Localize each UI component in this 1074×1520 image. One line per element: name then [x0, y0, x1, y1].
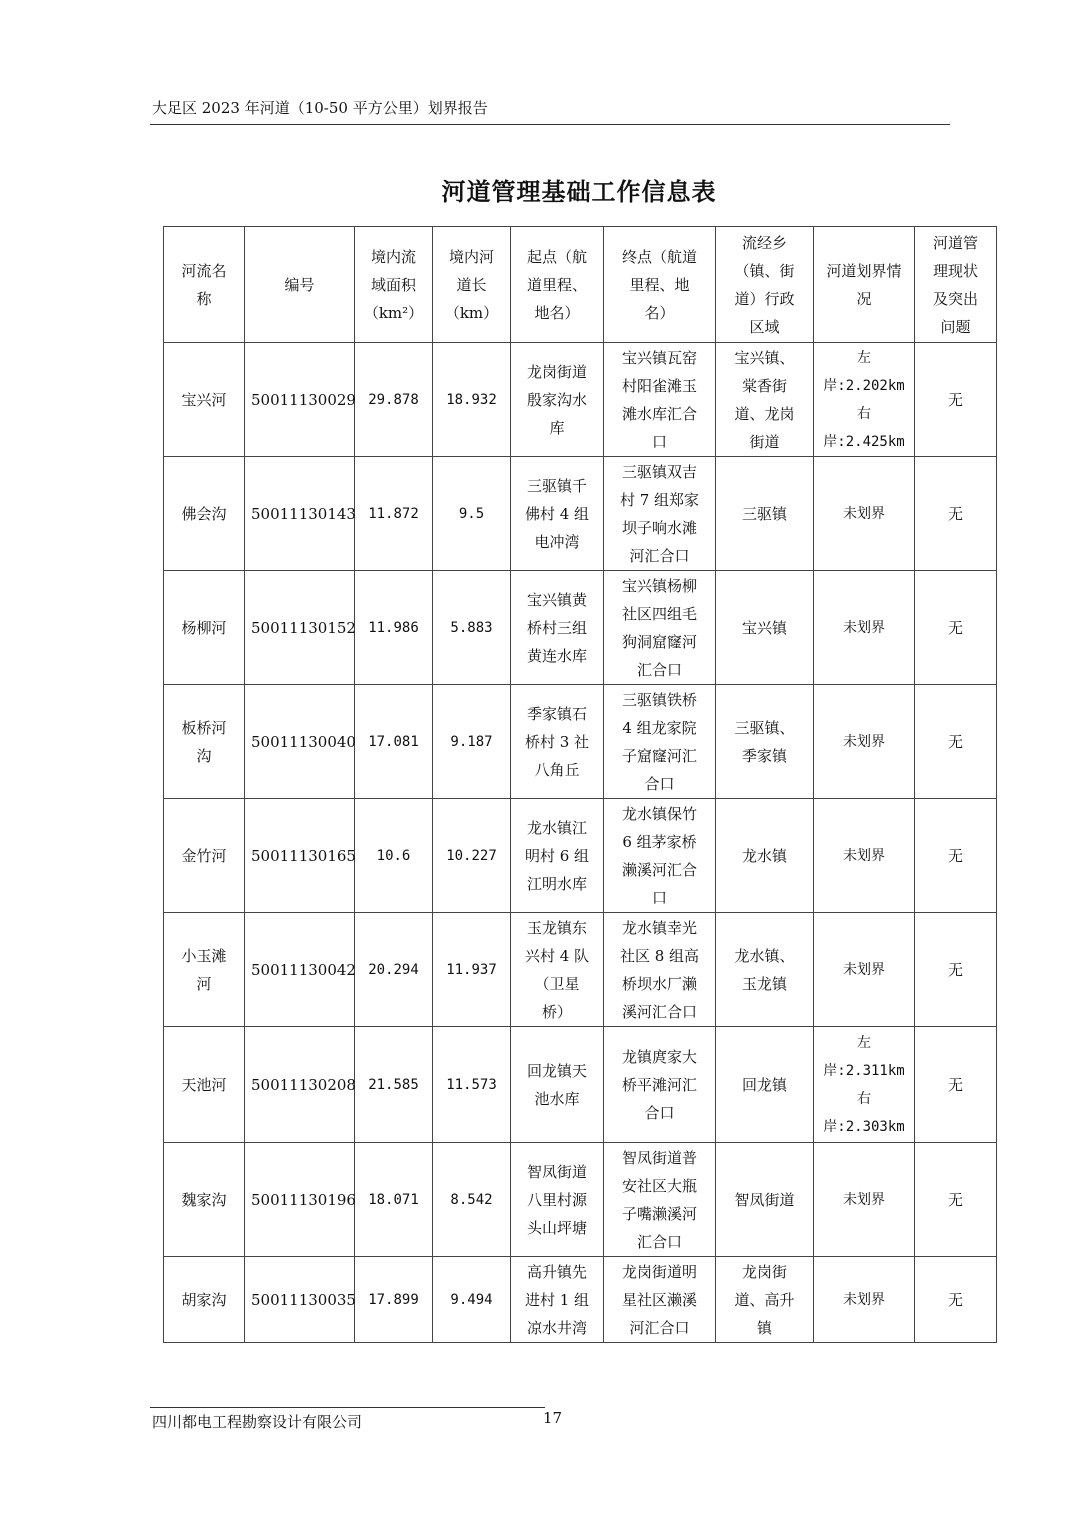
table-cell: 未划界	[814, 457, 915, 571]
table-cell: 未划界	[814, 685, 915, 799]
table-row	[164, 685, 997, 799]
table-cell: 无	[915, 457, 997, 571]
table-cell: 29.878	[355, 343, 433, 457]
table-cell: 50011130029	[245, 343, 355, 457]
table-header-row	[164, 227, 997, 343]
column-header: 编号	[245, 227, 355, 343]
table-cell: 未划界	[814, 799, 915, 913]
table-cell: 无	[915, 913, 997, 1027]
table-cell: 8.542	[433, 1143, 511, 1257]
table-cell: 9.5	[433, 457, 511, 571]
table-cell: 无	[915, 1257, 997, 1343]
table-title: 河道管理基础工作信息表	[441, 177, 717, 206]
table-cell: 杨柳河	[164, 571, 245, 685]
table-cell: 龙水镇江 明村 6 组 江明水库	[511, 799, 604, 913]
table-cell: 50011130042	[245, 913, 355, 1027]
table-cell: 玉龙镇东 兴村 4 队 （卫星 桥）	[511, 913, 604, 1027]
table-cell: 未划界	[814, 1257, 915, 1343]
table-cell: 龙水镇、 玉龙镇	[716, 913, 814, 1027]
table-cell: 18.932	[433, 343, 511, 457]
table-cell: 50011130035	[245, 1257, 355, 1343]
table-row	[164, 1027, 997, 1143]
table-cell: 龙岗街道明 星社区濑溪 河汇合口	[604, 1257, 716, 1343]
table-cell: 左 岸:2.311km 右 岸:2.303km	[814, 1027, 915, 1143]
table-cell: 宝兴河	[164, 343, 245, 457]
table-row	[164, 571, 997, 685]
table-cell: 5.883	[433, 571, 511, 685]
column-header: 起点（航 道里程、 地名）	[511, 227, 604, 343]
table-cell: 龙水镇保竹 6 组茅家桥 濑溪河汇合 口	[604, 799, 716, 913]
table-cell: 未划界	[814, 1143, 915, 1257]
table-cell: 20.294	[355, 913, 433, 1027]
table-cell: 17.899	[355, 1257, 433, 1343]
running-header: 大足区 2023 年河道（10-50 平方公里）划界报告	[152, 99, 488, 117]
table-cell: 11.872	[355, 457, 433, 571]
table-cell: 季家镇石 桥村 3 社 八角丘	[511, 685, 604, 799]
river-info-table	[163, 226, 997, 1343]
table-cell: 龙水镇	[716, 799, 814, 913]
column-header: 终点（航道 里程、地 名）	[604, 227, 716, 343]
column-header: 河流名 称	[164, 227, 245, 343]
table-cell: 板桥河 沟	[164, 685, 245, 799]
table-cell: 无	[915, 685, 997, 799]
header-divider	[150, 124, 950, 125]
table-cell: 金竹河	[164, 799, 245, 913]
table-cell: 未划界	[814, 571, 915, 685]
table-cell: 龙岗街 道、高升 镇	[716, 1257, 814, 1343]
table-cell: 17.081	[355, 685, 433, 799]
page-number: 17	[543, 1409, 563, 1427]
table-cell: 三驱镇铁桥 4 组龙家院 子窟窿河汇 合口	[604, 685, 716, 799]
table-cell: 三驱镇、 季家镇	[716, 685, 814, 799]
table-cell: 宝兴镇黄 桥村三组 黄连水库	[511, 571, 604, 685]
table-row	[164, 1143, 997, 1257]
table-cell: 11.573	[433, 1027, 511, 1143]
table-cell: 小玉滩 河	[164, 913, 245, 1027]
table-cell: 高升镇先 进村 1 组 凉水井湾	[511, 1257, 604, 1343]
table-cell: 无	[915, 343, 997, 457]
table-cell: 50011130143	[245, 457, 355, 571]
table-cell: 回龙镇	[716, 1027, 814, 1143]
table-cell: 回龙镇天 池水库	[511, 1027, 604, 1143]
table-cell: 左 岸:2.202km 右 岸:2.425km	[814, 343, 915, 457]
table-cell: 21.585	[355, 1027, 433, 1143]
table-cell: 龙水镇幸光 社区 8 组高 桥坝水厂濑 溪河汇合口	[604, 913, 716, 1027]
footer-company: 四川都电工程勘察设计有限公司	[152, 1413, 363, 1431]
table-cell: 龙镇庹家大 桥平滩河汇 合口	[604, 1027, 716, 1143]
table-cell: 魏家沟	[164, 1143, 245, 1257]
table-cell: 宝兴镇	[716, 571, 814, 685]
table-row	[164, 913, 997, 1027]
table-cell: 50011130165	[245, 799, 355, 913]
table-cell: 龙岗街道 殷家沟水 库	[511, 343, 604, 457]
table-cell: 50011130208	[245, 1027, 355, 1143]
table-cell: 50011130196	[245, 1143, 355, 1257]
table-cell: 9.187	[433, 685, 511, 799]
table-cell: 三驱镇双吉 村 7 组郑家 坝子响水滩 河汇合口	[604, 457, 716, 571]
table-cell: 佛会沟	[164, 457, 245, 571]
table-cell: 天池河	[164, 1027, 245, 1143]
table-cell: 宝兴镇瓦窑 村阳雀滩玉 滩水库汇合 口	[604, 343, 716, 457]
table-row	[164, 799, 997, 913]
table-cell: 11.937	[433, 913, 511, 1027]
table-cell: 11.986	[355, 571, 433, 685]
column-header: 境内流 域面积 （km²）	[355, 227, 433, 343]
column-header: 流经乡 （镇、街 道）行政 区域	[716, 227, 814, 343]
table-row	[164, 457, 997, 571]
table-cell: 未划界	[814, 913, 915, 1027]
column-header: 河道划界情 况	[814, 227, 915, 343]
table-cell: 无	[915, 1143, 997, 1257]
column-header: 河道管 理现状 及突出 问题	[915, 227, 997, 343]
table-cell: 10.6	[355, 799, 433, 913]
table-cell: 无	[915, 571, 997, 685]
footer-divider	[150, 1407, 545, 1408]
table-cell: 9.494	[433, 1257, 511, 1343]
table-cell: 智凤街道普 安社区大瓶 子嘴濑溪河 汇合口	[604, 1143, 716, 1257]
table-cell: 18.071	[355, 1143, 433, 1257]
table-cell: 10.227	[433, 799, 511, 913]
table-cell: 50011130152	[245, 571, 355, 685]
table-cell: 三驱镇	[716, 457, 814, 571]
table-cell: 胡家沟	[164, 1257, 245, 1343]
table-cell: 宝兴镇、 棠香街 道、龙岗 街道	[716, 343, 814, 457]
table-cell: 智凤街道	[716, 1143, 814, 1257]
table-row	[164, 343, 997, 457]
table-cell: 50011130040	[245, 685, 355, 799]
table-cell: 无	[915, 799, 997, 913]
table-cell: 无	[915, 1027, 997, 1143]
table-cell: 宝兴镇杨柳 社区四组毛 狗洞窟窿河 汇合口	[604, 571, 716, 685]
table-row	[164, 1257, 997, 1343]
table-cell: 三驱镇千 佛村 4 组 电冲湾	[511, 457, 604, 571]
column-header: 境内河 道长 （km）	[433, 227, 511, 343]
table-cell: 智凤街道 八里村源 头山坪塘	[511, 1143, 604, 1257]
